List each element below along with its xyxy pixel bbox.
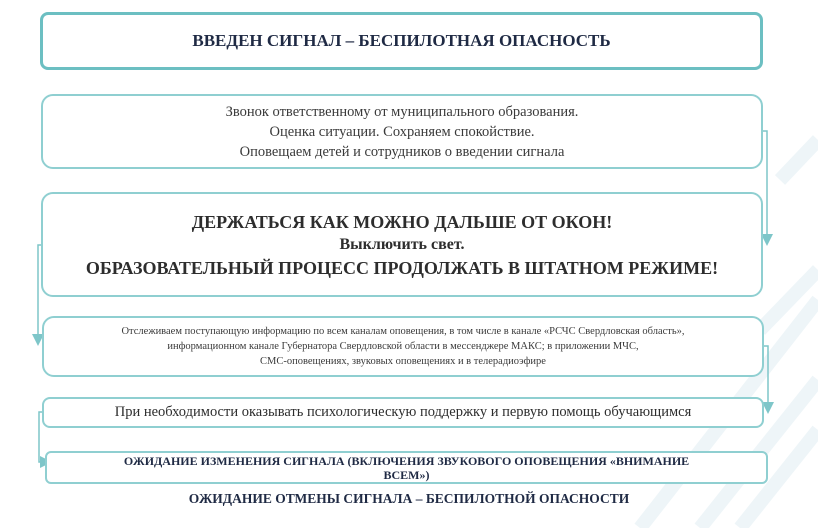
- step-wait-line: ОЖИДАНИЕ ИЗМЕНЕНИЯ СИГНАЛА (ВКЛЮЧЕНИЯ ЗВУКОВОГО ОПОВЕЩЕНИЯ «ВНИМАНИЕ: [123, 453, 690, 468]
- step-wait-line: ВСЕМ»): [383, 467, 430, 482]
- step-support-text: При необходимости оказывать психологическую поддержку и первую помощь обучающимся: [114, 404, 692, 420]
- step-windows-line: ДЕРЖАТЬСЯ КАК МОЖНО ДАЛЬШЕ ОТ ОКОН!: [191, 211, 613, 232]
- step-windows-box: [41, 192, 763, 297]
- step-monitor-line: СМС-оповещениях, звуковых оповещениях и в телерадиоэфире: [260, 356, 546, 367]
- step-support-box: [42, 397, 764, 428]
- step-call-box: [41, 94, 763, 169]
- step-windows-line: Выключить свет.: [339, 235, 465, 253]
- step-call-line: Оценка ситуации. Сохраняем спокойствие.: [269, 123, 535, 140]
- step-wait-box: [45, 451, 768, 484]
- step-windows-line: ОБРАЗОВАТЕЛЬНЫЙ ПРОЦЕСС ПРОДОЛЖАТЬ В ШТАТНОМ РЕЖИМЕ!: [85, 257, 719, 278]
- step-call-line: Оповещаем детей и сотрудников о введении сигнала: [239, 143, 565, 160]
- step-monitor-line: Отслеживаем поступающую информацию по всем каналам оповещения, в том числе в канале «РСЧС Свердловская область»,: [121, 326, 685, 337]
- final-step-text: ОЖИДАНИЕ ОТМЕНЫ СИГНАЛА – БЕСПИЛОТНОЙ ОПАСНОСТИ: [188, 491, 630, 506]
- step-monitor-line: информационном канале Губернатора Свердловской области в мессенджере МАКС; в приложении МЧС,: [167, 341, 639, 352]
- signal-title-box: [40, 12, 763, 70]
- step-monitor-box: [42, 316, 764, 377]
- step-call-line: Звонок ответственному от муниципального образования.: [225, 103, 579, 120]
- signal-title: ВВЕДЕН СИГНАЛ – БЕСПИЛОТНАЯ ОПАСНОСТЬ: [192, 31, 611, 50]
